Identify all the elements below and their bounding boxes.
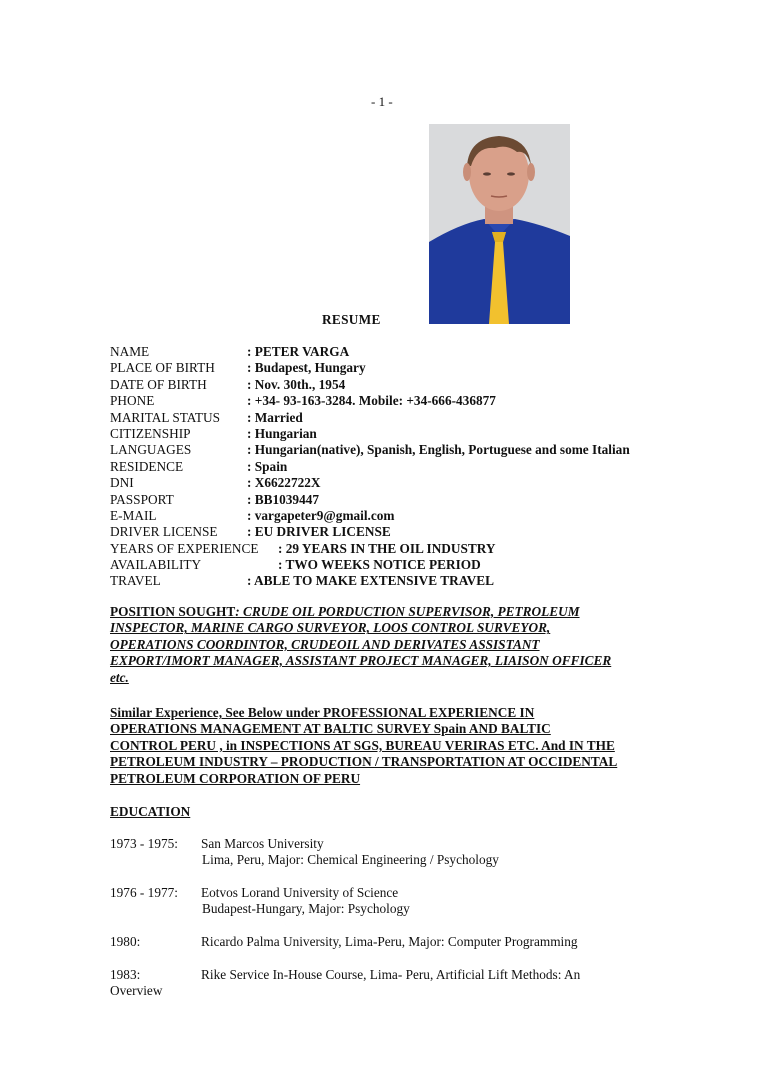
info-label: DRIVER LICENSE bbox=[110, 524, 218, 540]
similar-experience-line: PETROLEUM CORPORATION OF PERU bbox=[110, 770, 361, 786]
position-sought-line: etc. bbox=[110, 669, 129, 685]
education-institution: Rike Service In-House Course, Lima- Peru, Artificial Lift Methods: An bbox=[201, 967, 581, 982]
info-value: : TWO WEEKS NOTICE PERIOD bbox=[278, 557, 481, 573]
portrait-image bbox=[429, 124, 570, 324]
position-sought-line: INSPECTOR, MARINE CARGO SURVEYOR, LOOS CONTROL SURVEYOR, bbox=[110, 620, 551, 636]
education-years: 1973 - 1975: bbox=[110, 836, 178, 851]
info-row-languages bbox=[110, 442, 710, 458]
similar-experience-line: CONTROL PERU , in INSPECTIONS AT SGS, BUREAU VERIRAS ETC. And IN THE bbox=[110, 737, 615, 753]
position-sought-section bbox=[110, 604, 670, 686]
info-value: : EU DRIVER LICENSE bbox=[247, 524, 391, 540]
info-row-passport bbox=[110, 492, 710, 508]
similar-experience-line: OPERATIONS MANAGEMENT AT BALTIC SURVEY Spain AND BALTIC bbox=[110, 721, 551, 737]
info-label: YEARS OF EXPERIENCE bbox=[110, 540, 259, 556]
info-value: : Budapest, Hungary bbox=[247, 360, 366, 376]
info-value: : X6622722X bbox=[247, 475, 321, 491]
position-sought-line: EXPORT/IMORT MANAGER, ASSISTANT PROJECT MANAGER, LIAISON OFFICER bbox=[110, 653, 612, 669]
resume-title: RESUME bbox=[322, 312, 381, 327]
info-label: RESIDENCE bbox=[110, 458, 184, 474]
info-value: : ABLE TO MAKE EXTENSIVE TRAVEL bbox=[247, 573, 494, 589]
personal-info bbox=[110, 344, 710, 590]
info-label: PHONE bbox=[110, 393, 155, 409]
info-value: : +34- 93-163-3284. Mobile: +34-666-436877 bbox=[247, 393, 496, 409]
info-value: : Hungarian bbox=[247, 425, 317, 441]
info-value: : Spain bbox=[247, 458, 288, 474]
info-label: PLACE OF BIRTH bbox=[110, 360, 215, 376]
education-years: 1980: bbox=[110, 934, 141, 949]
info-value: : Married bbox=[247, 409, 303, 425]
info-label: CITIZENSHIP bbox=[110, 425, 191, 441]
info-label: LANGUAGES bbox=[110, 442, 192, 458]
education-institution: Ricardo Palma University, Lima-Peru, Major: Computer Programming bbox=[201, 934, 578, 949]
info-value: : Hungarian(native), Spanish, English, Portuguese and some Italian bbox=[247, 442, 630, 458]
info-label: TRAVEL bbox=[110, 573, 161, 589]
similar-experience-line: Similar Experience, See Below under PROFESSIONAL EXPERIENCE IN bbox=[110, 705, 535, 720]
info-row-phone bbox=[110, 393, 710, 409]
position-sought-line: OPERATIONS COORDINTOR, CRUDEOIL AND DERIVATES ASSISTANT bbox=[110, 636, 540, 652]
info-row-citizenship bbox=[110, 426, 710, 442]
education-detail: Overview bbox=[110, 983, 163, 999]
profile-photo bbox=[429, 124, 570, 324]
info-label: DNI bbox=[110, 475, 134, 491]
info-row-residence bbox=[110, 459, 710, 475]
info-row-date-of-birth bbox=[110, 377, 710, 393]
education-heading: EDUCATION bbox=[110, 804, 191, 819]
similar-experience-line: PETROLEUM INDUSTRY – PRODUCTION / TRANSPORTATION AT OCCIDENTAL bbox=[110, 754, 618, 770]
similar-experience-section bbox=[110, 705, 670, 787]
education-institution: Eotvos Lorand University of Science bbox=[201, 885, 399, 900]
info-label: AVAILABILITY bbox=[110, 557, 202, 573]
education-institution: San Marcos University bbox=[201, 836, 324, 851]
position-sought-text: : CRUDE OIL PORDUCTION SUPERVISOR, PETROLEUM bbox=[235, 604, 580, 619]
info-row-travel bbox=[110, 573, 710, 589]
info-label: E-MAIL bbox=[110, 507, 157, 523]
info-value: : 29 YEARS IN THE OIL INDUSTRY bbox=[278, 540, 496, 556]
info-value: : BB1039447 bbox=[247, 491, 320, 507]
education-detail: Lima, Peru, Major: Chemical Engineering / Psychology bbox=[202, 852, 499, 868]
info-row-marital-status bbox=[110, 410, 710, 426]
info-label: DATE OF BIRTH bbox=[110, 376, 207, 392]
info-value: : Nov. 30th., 1954 bbox=[247, 376, 346, 392]
education-years: 1976 - 1977: bbox=[110, 885, 178, 900]
info-row-driver-license bbox=[110, 524, 710, 540]
info-row-availability bbox=[110, 557, 710, 573]
page-number: - 1 - bbox=[371, 94, 393, 109]
info-value: : vargapeter9@gmail.com bbox=[247, 507, 395, 523]
info-row-dni bbox=[110, 475, 710, 491]
info-label: MARITAL STATUS bbox=[110, 409, 221, 425]
info-row-years-of-experience bbox=[110, 541, 710, 557]
info-row-name bbox=[110, 344, 710, 360]
education-detail: Budapest-Hungary, Major: Psychology bbox=[202, 901, 410, 917]
education-years: 1983: bbox=[110, 967, 141, 982]
info-label: NAME bbox=[110, 344, 150, 359]
info-row-place-of-birth bbox=[110, 360, 710, 376]
info-value: : PETER VARGA bbox=[247, 344, 350, 359]
position-sought-label: POSITION SOUGHT bbox=[110, 604, 236, 619]
info-label: PASSPORT bbox=[110, 491, 174, 507]
position-sought-line bbox=[110, 604, 670, 620]
info-row-email bbox=[110, 508, 710, 524]
